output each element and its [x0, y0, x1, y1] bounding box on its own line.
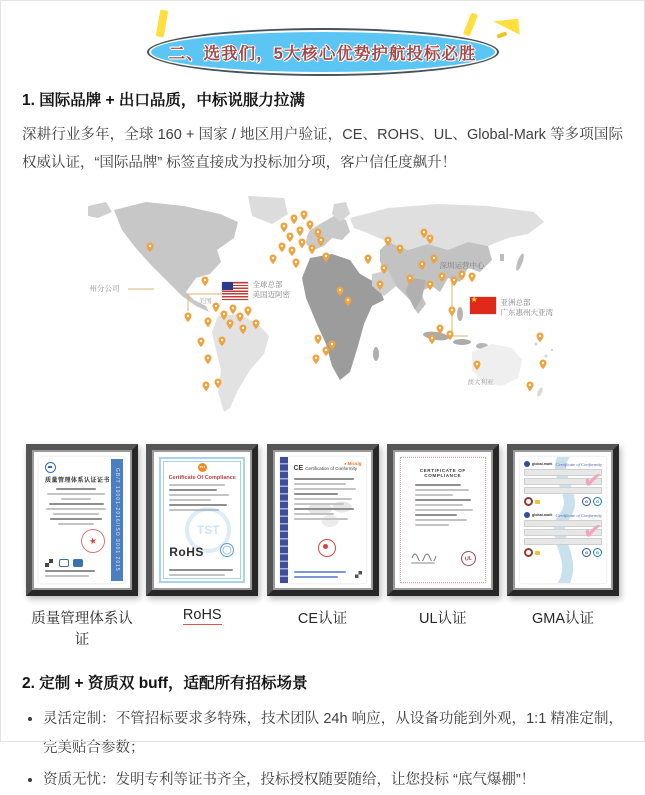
badge-icon — [535, 551, 540, 555]
certificate-image-quality — [39, 457, 125, 583]
banner-title: 二、选我们，5大核心优势护航投标必胜 — [168, 45, 477, 63]
world-map — [88, 194, 558, 424]
tst-logo-icon: TST — [198, 463, 207, 472]
jasanz-logo-icon: G — [582, 497, 591, 506]
red-stamp-icon: ★ — [79, 527, 107, 555]
check-icon: ✔ — [581, 466, 604, 494]
micsig-logo: ● Micsig — [344, 461, 361, 466]
certificate-caption: CE认证 — [297, 611, 348, 627]
certificate-caption: 质量管理体系认证 — [31, 611, 133, 648]
certificates-row — [0, 444, 645, 649]
red-stamp-icon — [318, 539, 336, 557]
banner-section — [0, 0, 645, 78]
certificate-image-ce — [280, 457, 366, 583]
stamp-icon — [524, 497, 533, 506]
section2-heading: 2. 定制 + 资质双 buff，适配所有招标场景 — [22, 675, 308, 692]
certificate-frame — [267, 444, 379, 596]
certificate-caption: RoHS — [182, 607, 222, 623]
map-label-asia-hq: 亚洲总部 广东惠州大亚湾 — [500, 298, 553, 317]
certificate-image-ul — [400, 457, 486, 583]
signature-icon — [411, 551, 437, 564]
ul-logo-icon: UL — [460, 550, 477, 567]
badge-icon — [535, 500, 540, 504]
sparkle-left-icon — [156, 10, 169, 38]
mark-logo-icon: G — [593, 497, 602, 506]
china-flag-icon — [470, 297, 496, 314]
certificate-image-rohs — [159, 457, 245, 583]
certificate-frame — [146, 444, 258, 596]
cert-title: 质量管理体系认证证书 — [45, 478, 111, 484]
certificate-quality — [26, 444, 138, 649]
map-label-shenzhen: 深圳运营中心 — [439, 261, 485, 270]
certificate-frame — [507, 444, 619, 596]
certificate-caption: GMA认证 — [531, 611, 595, 627]
accreditation-logo-icon — [73, 559, 83, 567]
qr-code-icon — [45, 559, 53, 567]
certificate-image-gma — [520, 457, 606, 583]
rohs-big-text: RoHS — [169, 545, 204, 559]
section1-heading: 1. 国际品牌 + 出口品质，中标说服力拉满 — [22, 92, 305, 109]
iso-band: GB/T 19001-2016/ISO 9001:2015 — [111, 459, 123, 581]
map-label-branch: 州分公司 — [89, 284, 120, 293]
cert-title: CERTIFICATE OF COMPLIANCE — [419, 468, 466, 478]
sparkle-right-bar-icon — [463, 13, 478, 37]
certificate-rohs — [146, 444, 258, 649]
ce-mark: CE — [293, 465, 304, 472]
globalmark-logo-icon — [524, 512, 530, 518]
check-icon: ✔ — [581, 517, 604, 545]
gma-section-bottom: global-mark Certificate of Conformity ✔ G G — [524, 512, 602, 557]
certificate-frame — [387, 444, 499, 596]
certificate-gma — [507, 444, 619, 649]
tst-watermark-icon: TST — [185, 507, 231, 553]
blue-seal-icon — [220, 543, 234, 557]
section-banner — [149, 30, 497, 74]
map-label-global-hq: 全球总部 美国迈阿密 — [252, 280, 290, 299]
ce-side-band — [280, 457, 288, 583]
section2-bullets — [22, 705, 623, 795]
cert-logo-icon — [45, 462, 56, 473]
stamp-icon — [524, 548, 533, 557]
certificate-frame — [26, 444, 138, 596]
cert-title: Certificate Of Compliance — [168, 475, 236, 481]
qr-code-icon — [355, 571, 362, 578]
gma-section-top: global-mark Certificate of Conformity ✔ G G — [524, 461, 602, 506]
bullet-custom: • 灵活定制：不管招标要求多特殊，技术团队 24h 响应，从设备功能到外观，1:1 精准定制，完美贴合参数； — [43, 705, 623, 763]
certificate-caption: UL认证 — [418, 611, 467, 627]
cnas-logo-icon — [59, 559, 69, 567]
mark-logo-icon: G — [593, 548, 602, 557]
globalmark-logo-icon — [524, 461, 530, 467]
certificate-ul — [387, 444, 499, 649]
map-label-usa: 美国 — [198, 298, 212, 305]
us-flag-icon — [222, 282, 248, 300]
cert-title: Certificate of Conformity — [555, 461, 602, 467]
section1-paragraph: 深耕行业多年，全球 160 + 国家 / 地区用户验证，CE、ROHS、UL、Global-Mark 等多项国际权威认证，“国际品牌” 标签直接成为投标加分项，客户信任度飙升！ — [22, 127, 623, 171]
map-label-australia: 澳大利亚 — [467, 379, 494, 386]
cert-title: Certification of Conformity — [305, 466, 358, 471]
certificate-ce — [267, 444, 379, 649]
jasanz-logo-icon: G — [582, 548, 591, 557]
bullet-qualification: • 资质无忧：发明专利等证书齐全，投标授权随要随给，让您投标 “底气爆棚”！ — [43, 766, 623, 795]
